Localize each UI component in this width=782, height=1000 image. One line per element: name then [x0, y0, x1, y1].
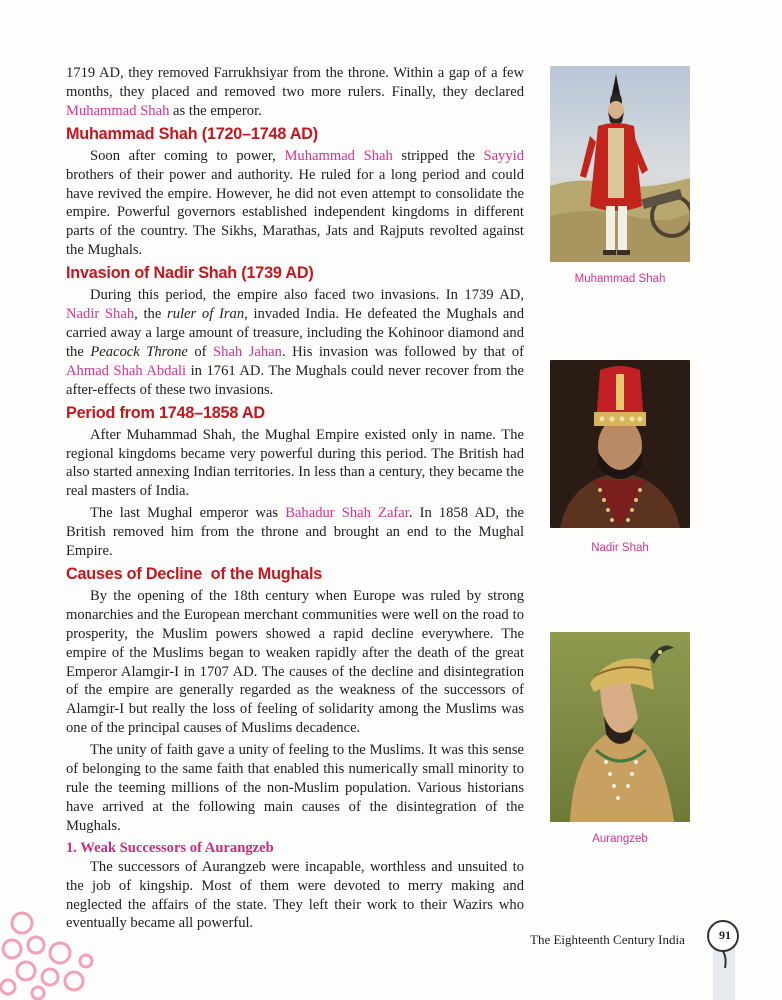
highlight-term: Muhammad Shah: [66, 102, 170, 119]
text-run: , invaded India. He defeated the Mughals and carried away a large amount of treasure, including the Kohinoor diamond and the: [66, 306, 524, 360]
paragraph-period: After Muhammad Shah, the Mughal Empire existed only in name. The regional kingdoms became very powerful during this period. The British had also started annexing Indian territories. In less than a century, they became the real masters of India.: [66, 426, 524, 500]
caption-muhammad-shah: Muhammad Shah: [574, 273, 666, 285]
figure-aurangzeb: [550, 632, 690, 822]
text-run: in 1761 AD. The Mughals could never recover from the after-effects of these two invasions.: [66, 362, 524, 398]
highlight-term: Bahadur Shah Zafar: [285, 505, 409, 522]
paragraph-muhammad-shah: [66, 147, 524, 260]
text-run: brothers of their power and authority. He ruled for a long period and could have revived the empire. However, he did not even attempt to consolidate the empire. Powerful governors established independent kingdoms in different parts of the country. The Sikhs, Marathas, Jats and Rajputs revolted against the Mughals.: [66, 166, 524, 259]
decorative-rings-icon: [0, 905, 95, 1000]
heading-causes: Causes of Decline of the Mughals: [66, 564, 323, 583]
text-run: . In 1858 AD, the British removed him from the throne and brought an end to the Mughal Empire.: [66, 505, 524, 560]
highlight-term: Muhammad Shah: [284, 147, 393, 164]
figure-nadir-shah: [550, 360, 690, 528]
highlight-term: Shah Jahan: [213, 343, 282, 360]
main-text-column: [66, 64, 524, 936]
italic-term: Peacock Throne: [90, 343, 188, 360]
paragraph-intro: [66, 64, 524, 121]
page-number: 91: [719, 928, 731, 942]
highlight-term: Ahmad Shah Abdali: [66, 362, 187, 379]
text-run: 1719 AD, they removed Farrukhsiyar from the throne. Within a gap of a few months, they placed and removed two more rulers. Finally, they declared: [66, 65, 524, 100]
text-run: The last Mughal emperor was: [90, 505, 286, 522]
footer-chapter-title: The Eighteenth Century India: [530, 932, 685, 947]
text-run: . His invasion was followed by that of: [281, 343, 524, 360]
caption-aurangzeb: Aurangzeb: [592, 833, 648, 845]
text-run: of: [187, 343, 214, 360]
paragraph-weak-successors: The successors of Aurangzeb were incapable, worthless and unsuited to the job of kingship. Most of them were devoted to merry making and neglected the affairs of the state. They left their work to their Wazirs who eventually became all powerful.: [66, 858, 524, 932]
caption-nadir-shah: Nadir Shah: [591, 542, 649, 554]
portrait-nadir-shah-image: [550, 360, 690, 528]
highlight-term: Nadir Shah: [66, 306, 135, 323]
heading-nadir-shah: Invasion of Nadir Shah (1739 AD): [66, 264, 314, 283]
text-run: as the emperor.: [169, 102, 262, 119]
italic-term: ruler of Iran: [167, 306, 245, 323]
heading-period: Period from 1748–1858 AD: [66, 403, 265, 422]
portrait-muhammad-shah-image: [550, 66, 690, 262]
text-run: Soon after coming to power,: [90, 147, 285, 164]
highlight-term: Sayyid: [483, 147, 524, 164]
paragraph-causes: By the opening of the 18th century when Europe was ruled by strong monarchies and the European merchant communities were well on the road to prosperity, the Muslim powers showed a rapid decline everywhere. The empire of the Muslims began to weaken rapidly after the death of the great Emperor Alamgir-I in 1707 AD. The causes of the decline and disintegration of the empire are generally regarded as the weakness of the successors of Alamgir-I but really the loss of feeling of solidarity among the Muslims was one of the principal causes of Muslims decadence.: [66, 587, 524, 737]
paragraph-last-emperor: [66, 504, 524, 561]
text-run: During this period, the empire also faced two invasions. In 1739 AD,: [90, 287, 524, 304]
text-run: stripped the: [392, 147, 484, 164]
paragraph-nadir-shah: [66, 286, 524, 399]
portrait-aurangzeb-image: [550, 632, 690, 822]
paragraph-unity: The unity of faith gave a unity of feeling to the Muslims. It was this sense of belonging to the same faith that enabled this numerically small minority to rule the teeming millions of the non-Muslim population. Various historians have arrived at the following main causes of the disintegration of the Mughals.: [66, 742, 524, 834]
subheading-weak-successors: 1. Weak Successors of Aurangzeb: [66, 839, 274, 856]
figure-muhammad-shah: [550, 66, 690, 262]
heading-muhammad-shah: Muhammad Shah (1720–1748 AD): [66, 124, 318, 143]
text-run: , the: [134, 306, 168, 323]
